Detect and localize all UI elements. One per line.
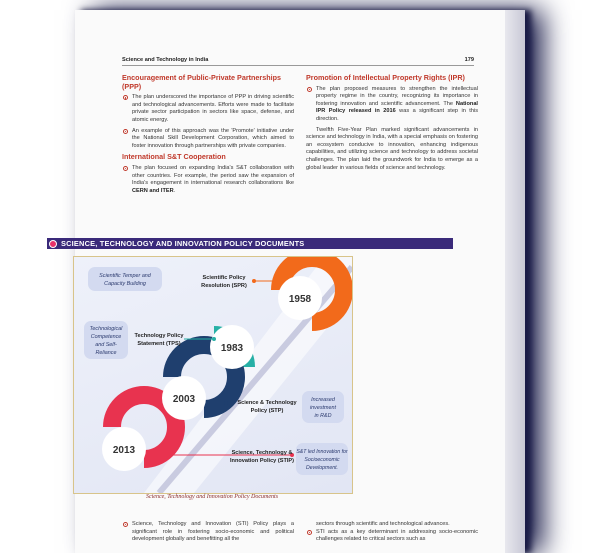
policy-label: Statement (TPS) bbox=[137, 341, 181, 347]
note-text: and Self- bbox=[95, 342, 117, 348]
timeline-graphic bbox=[74, 257, 352, 493]
note-text: Scientific Temper and bbox=[99, 273, 151, 279]
bullet-item: STI acts as a key determinant in addressing socio-economic challenges related to critical sectors such as bbox=[306, 529, 478, 544]
bottom-right-text bbox=[306, 521, 478, 547]
connector-dot bbox=[224, 401, 228, 405]
policy-label: Science, Technology & bbox=[231, 450, 293, 456]
note-text: Competence bbox=[90, 334, 122, 340]
continued-line: sectors through scientific and technological advances. bbox=[316, 521, 450, 527]
running-header bbox=[122, 57, 474, 66]
page-number: 179 bbox=[464, 57, 474, 63]
note-text: Capacity Building bbox=[104, 281, 146, 287]
bullet-icon bbox=[123, 95, 128, 100]
bullet-icon bbox=[307, 87, 312, 92]
policy-label: Resolution (SPR) bbox=[201, 283, 247, 289]
section-title-ppp: Encouragement of Public-Private Partnerships (PPP) bbox=[122, 73, 281, 91]
policy-label: Innovation Policy (STIP) bbox=[229, 458, 295, 464]
bullet-item: The plan underscored the importance of PPP in driving scientific and technological advancements. Efforts were made to facilitate private sector participation in sectors like space, defense, and atomic energy. bbox=[122, 94, 294, 124]
section-banner bbox=[47, 238, 453, 249]
year-label: 2003 bbox=[172, 394, 196, 405]
paragraph-twelfth-plan: Twelfth Five-Year Plan marked significant advancements in science and technology in India, with a special emphasis on fostering an ecosystem conducive to innovation, enhancing indigenous capabilities, and utilizing science and technology to address societal challenges. The plan laid the groundwork for India to emerge as a global leader in various fields of science and technology. bbox=[306, 126, 478, 171]
policy-label: Policy (STP) bbox=[250, 408, 284, 414]
bullet-icon bbox=[123, 129, 128, 134]
bullet-item: The plan focused on expanding India's S&T collaboration with other countries. For example, the period saw the expansion of India's engagement in international research collaborations like CERN and ITER. bbox=[122, 165, 294, 195]
banner-title: SCIENCE, TECHNOLOGY AND INNOVATION POLICY DOCUMENTS bbox=[61, 239, 305, 248]
section-title-cooperation: International S&T Cooperation bbox=[122, 152, 226, 162]
connector-dot bbox=[212, 337, 216, 341]
year-label: 1983 bbox=[220, 343, 244, 354]
policy-label: Science & Technology bbox=[237, 400, 297, 406]
banner-bullet-icon bbox=[49, 240, 57, 248]
left-column bbox=[122, 72, 294, 198]
year-label: 2013 bbox=[112, 445, 136, 456]
bullet-item: Science, Technology and Innovation (STI) Policy plays a significant role in fostering socio-economic and political development globally and benefitting all the bbox=[122, 521, 294, 544]
bullet-item: The plan proposed measures to strengthen the intellectual property regime in the country, recognizing its importance in fostering innovation and scientific advancement. The National IPR Policy released in 2016 was a significant step in this direction. bbox=[306, 86, 478, 124]
note-text: in R&D bbox=[314, 413, 332, 419]
policy-label: Technology Policy bbox=[134, 333, 184, 339]
note-text: Reliance bbox=[95, 350, 117, 356]
right-column bbox=[306, 72, 478, 172]
bullet-item: An example of this approach was the 'Promote' initiative under the National Skill Development Corporation, which aimed to foster innovation through partnerships with private companies. bbox=[122, 128, 294, 151]
page-spine bbox=[505, 10, 525, 553]
note-text: Increased bbox=[311, 397, 335, 403]
note-text: Socioeconomic bbox=[304, 457, 340, 463]
note-text: Technological bbox=[89, 326, 123, 332]
note-box bbox=[88, 267, 162, 291]
bottom-left-text bbox=[122, 521, 294, 547]
bullet-icon bbox=[123, 166, 128, 171]
note-text: investment bbox=[309, 405, 337, 411]
policy-timeline-figure bbox=[73, 256, 353, 494]
bullet-icon bbox=[123, 522, 128, 527]
chapter-title: Science and Technology in India bbox=[122, 57, 209, 63]
note-text: Development. bbox=[305, 465, 339, 471]
section-title-ipr: Promotion of Intellectual Property Rights (IPR) bbox=[306, 73, 465, 82]
year-label: 1958 bbox=[288, 294, 312, 305]
policy-label: Scientific Policy bbox=[202, 275, 246, 281]
note-text: S&T led Innovation for bbox=[296, 449, 348, 455]
connector-dot bbox=[252, 279, 256, 283]
figure-caption: Science, Technology and Innovation Policy Documents bbox=[145, 494, 279, 500]
bullet-icon bbox=[307, 530, 312, 535]
